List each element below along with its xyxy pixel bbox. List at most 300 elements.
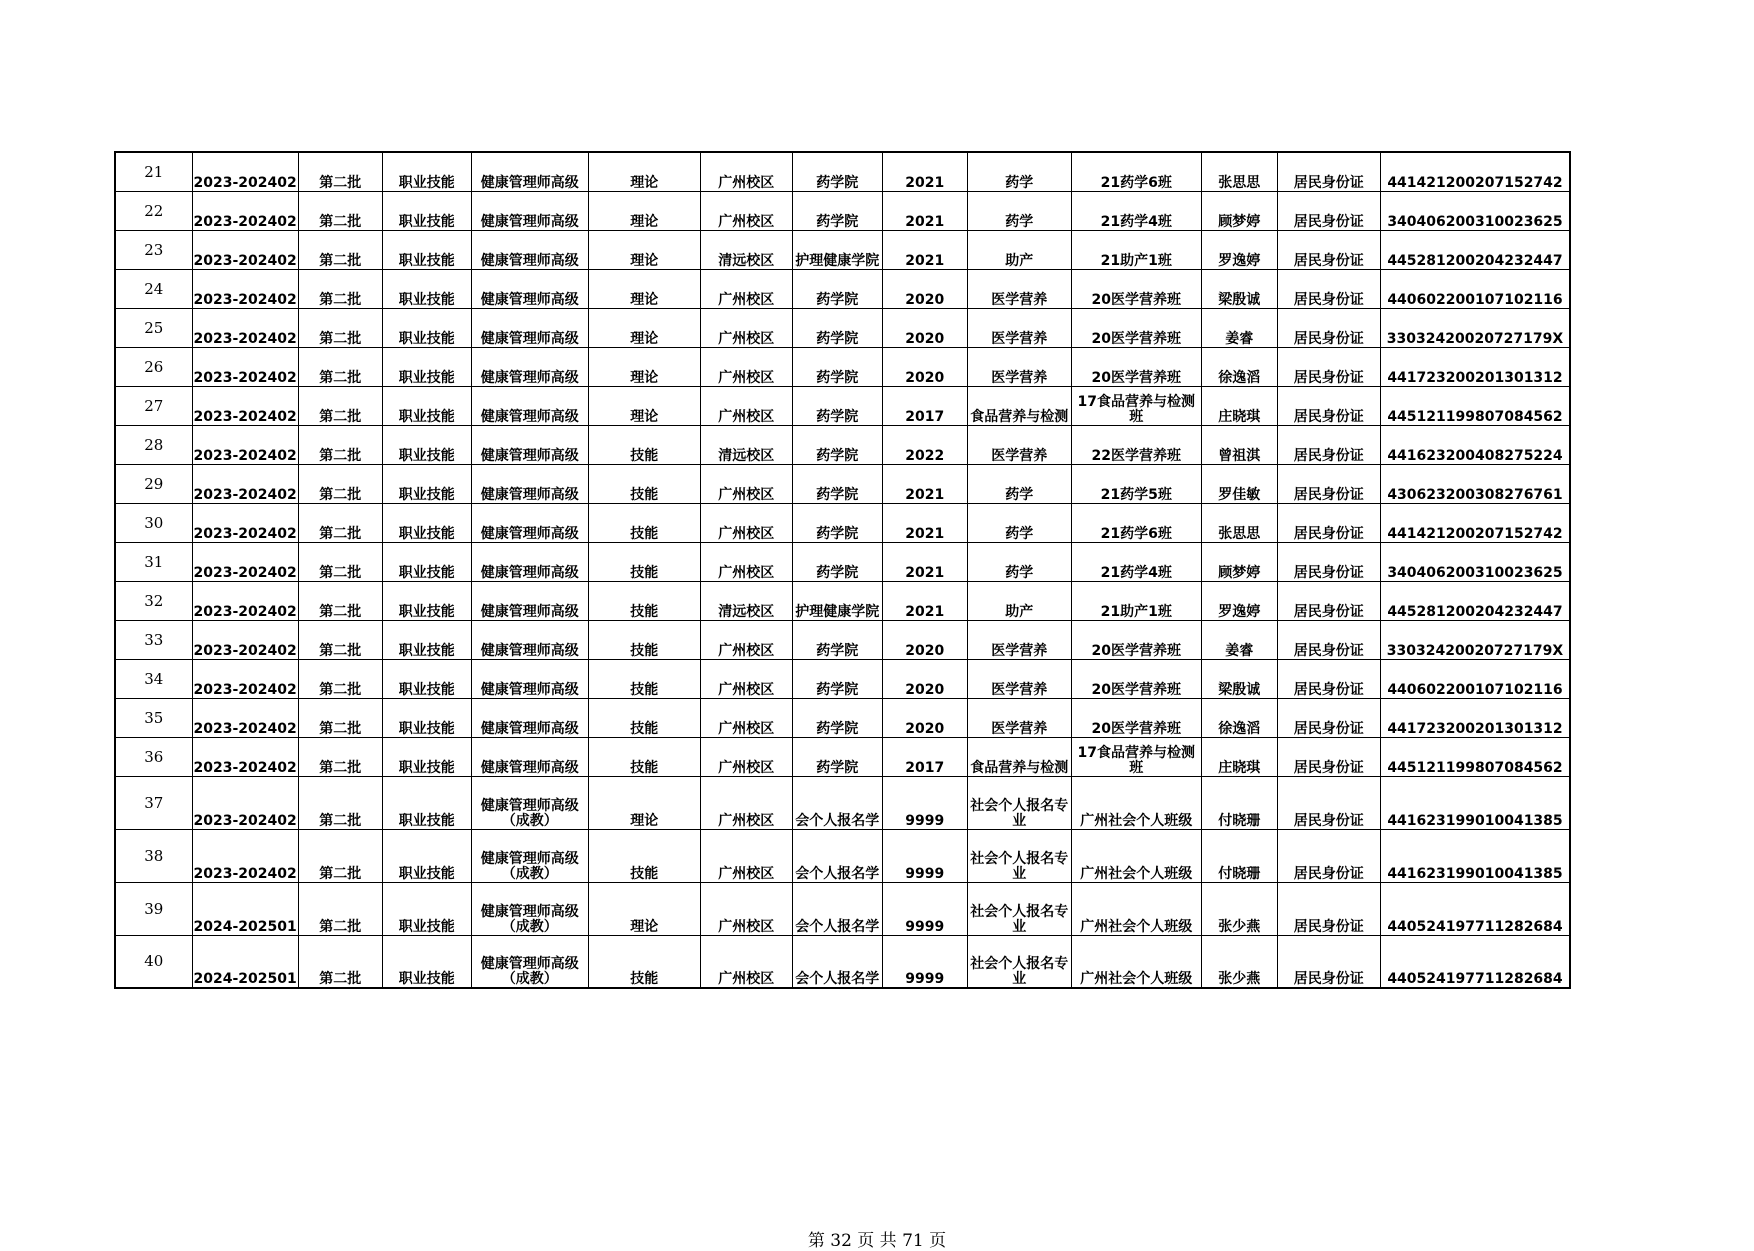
cell-college: 药学院 bbox=[792, 191, 882, 230]
cell-term: 2023-202402 bbox=[192, 191, 298, 230]
cell-row-number: 37 bbox=[115, 776, 192, 829]
cell-exam-name: 健康管理师高级 bbox=[471, 503, 588, 542]
cell-major: 医学营养 bbox=[967, 698, 1071, 737]
cell-exam-type: 职业技能 bbox=[382, 386, 471, 425]
cell-student-name: 曾祖淇 bbox=[1201, 425, 1277, 464]
cell-college: 药学院 bbox=[792, 542, 882, 581]
cell-exam-part: 技能 bbox=[588, 620, 700, 659]
cell-id-number: 33032420020727179X bbox=[1380, 620, 1570, 659]
cell-exam-part: 技能 bbox=[588, 698, 700, 737]
cell-id-type: 居民身份证 bbox=[1277, 659, 1380, 698]
cell-row-number: 35 bbox=[115, 698, 192, 737]
cell-class: 21药学6班 bbox=[1071, 152, 1201, 191]
cell-student-name: 梁殷诚 bbox=[1201, 269, 1277, 308]
cell-student-name: 姜睿 bbox=[1201, 308, 1277, 347]
cell-class: 广州社会个人班级 bbox=[1071, 935, 1201, 988]
cell-row-number: 26 bbox=[115, 347, 192, 386]
cell-exam-type: 职业技能 bbox=[382, 191, 471, 230]
table-row bbox=[115, 191, 1570, 230]
cell-term: 2023-202402 bbox=[192, 230, 298, 269]
cell-exam-part: 技能 bbox=[588, 659, 700, 698]
cell-student-name: 梁殷诚 bbox=[1201, 659, 1277, 698]
cell-class: 21药学4班 bbox=[1071, 542, 1201, 581]
cell-campus: 广州校区 bbox=[700, 269, 792, 308]
cell-row-number: 36 bbox=[115, 737, 192, 776]
cell-row-number: 38 bbox=[115, 829, 192, 882]
cell-student-name: 顾梦婷 bbox=[1201, 542, 1277, 581]
table-row bbox=[115, 464, 1570, 503]
cell-id-number: 445121199807084562 bbox=[1380, 737, 1570, 776]
cell-exam-type: 职业技能 bbox=[382, 152, 471, 191]
cell-id-number: 440524197711282684 bbox=[1380, 935, 1570, 988]
cell-id-type: 居民身份证 bbox=[1277, 620, 1380, 659]
cell-campus: 广州校区 bbox=[700, 347, 792, 386]
cell-term: 2023-202402 bbox=[192, 269, 298, 308]
cell-grade: 2021 bbox=[882, 152, 967, 191]
cell-row-number: 24 bbox=[115, 269, 192, 308]
cell-grade: 2020 bbox=[882, 308, 967, 347]
cell-class: 17食品营养与检测班 bbox=[1071, 737, 1201, 776]
table-row bbox=[115, 620, 1570, 659]
cell-exam-part: 技能 bbox=[588, 425, 700, 464]
cell-exam-part: 理论 bbox=[588, 347, 700, 386]
cell-student-name: 张思思 bbox=[1201, 503, 1277, 542]
cell-term: 2023-202402 bbox=[192, 542, 298, 581]
cell-term: 2023-202402 bbox=[192, 347, 298, 386]
cell-exam-type: 职业技能 bbox=[382, 464, 471, 503]
cell-grade: 2020 bbox=[882, 620, 967, 659]
cell-batch: 第二批 bbox=[298, 542, 382, 581]
cell-college: 药学院 bbox=[792, 659, 882, 698]
cell-college: 会个人报名学 bbox=[792, 882, 882, 935]
cell-row-number: 34 bbox=[115, 659, 192, 698]
cell-exam-type: 职业技能 bbox=[382, 659, 471, 698]
table-row bbox=[115, 935, 1570, 988]
cell-exam-name: 健康管理师高级 bbox=[471, 269, 588, 308]
cell-class: 广州社会个人班级 bbox=[1071, 776, 1201, 829]
cell-batch: 第二批 bbox=[298, 737, 382, 776]
cell-college: 药学院 bbox=[792, 620, 882, 659]
cell-id-number: 430623200308276761 bbox=[1380, 464, 1570, 503]
cell-campus: 广州校区 bbox=[700, 308, 792, 347]
cell-term: 2023-202402 bbox=[192, 620, 298, 659]
cell-exam-part: 技能 bbox=[588, 829, 700, 882]
cell-exam-type: 职业技能 bbox=[382, 698, 471, 737]
cell-exam-part: 技能 bbox=[588, 542, 700, 581]
cell-term: 2023-202402 bbox=[192, 581, 298, 620]
cell-college: 会个人报名学 bbox=[792, 935, 882, 988]
cell-id-number: 441421200207152742 bbox=[1380, 503, 1570, 542]
cell-id-number: 340406200310023625 bbox=[1380, 542, 1570, 581]
cell-grade: 2020 bbox=[882, 698, 967, 737]
cell-exam-type: 职业技能 bbox=[382, 935, 471, 988]
cell-exam-name: 健康管理师高级（成教） bbox=[471, 882, 588, 935]
cell-class: 20医学营养班 bbox=[1071, 698, 1201, 737]
cell-college: 药学院 bbox=[792, 698, 882, 737]
cell-batch: 第二批 bbox=[298, 659, 382, 698]
cell-exam-part: 理论 bbox=[588, 152, 700, 191]
cell-exam-part: 技能 bbox=[588, 737, 700, 776]
cell-batch: 第二批 bbox=[298, 308, 382, 347]
cell-exam-name: 健康管理师高级 bbox=[471, 659, 588, 698]
cell-grade: 9999 bbox=[882, 776, 967, 829]
cell-grade: 9999 bbox=[882, 882, 967, 935]
table-row bbox=[115, 581, 1570, 620]
cell-campus: 广州校区 bbox=[700, 620, 792, 659]
cell-id-type: 居民身份证 bbox=[1277, 308, 1380, 347]
cell-major: 社会个人报名专业 bbox=[967, 935, 1071, 988]
cell-class: 20医学营养班 bbox=[1071, 659, 1201, 698]
cell-id-type: 居民身份证 bbox=[1277, 347, 1380, 386]
cell-college: 药学院 bbox=[792, 269, 882, 308]
cell-exam-name: 健康管理师高级 bbox=[471, 425, 588, 464]
cell-exam-name: 健康管理师高级 bbox=[471, 464, 588, 503]
cell-exam-name: 健康管理师高级 bbox=[471, 230, 588, 269]
cell-row-number: 40 bbox=[115, 935, 192, 988]
cell-campus: 广州校区 bbox=[700, 737, 792, 776]
cell-id-number: 445281200204232447 bbox=[1380, 230, 1570, 269]
cell-id-type: 居民身份证 bbox=[1277, 542, 1380, 581]
cell-id-number: 340406200310023625 bbox=[1380, 191, 1570, 230]
cell-student-name: 顾梦婷 bbox=[1201, 191, 1277, 230]
cell-row-number: 28 bbox=[115, 425, 192, 464]
cell-row-number: 21 bbox=[115, 152, 192, 191]
cell-row-number: 22 bbox=[115, 191, 192, 230]
cell-term: 2023-202402 bbox=[192, 425, 298, 464]
cell-batch: 第二批 bbox=[298, 269, 382, 308]
cell-exam-name: 健康管理师高级 bbox=[471, 737, 588, 776]
cell-id-type: 居民身份证 bbox=[1277, 581, 1380, 620]
cell-student-name: 罗逸婷 bbox=[1201, 230, 1277, 269]
cell-id-number: 441723200201301312 bbox=[1380, 347, 1570, 386]
cell-exam-name: 健康管理师高级 bbox=[471, 698, 588, 737]
cell-major: 社会个人报名专业 bbox=[967, 829, 1071, 882]
cell-campus: 清远校区 bbox=[700, 581, 792, 620]
cell-term: 2023-202402 bbox=[192, 829, 298, 882]
cell-exam-part: 理论 bbox=[588, 776, 700, 829]
cell-id-number: 441623199010041385 bbox=[1380, 829, 1570, 882]
cell-college: 药学院 bbox=[792, 464, 882, 503]
cell-exam-name: 健康管理师高级（成教） bbox=[471, 776, 588, 829]
cell-college: 会个人报名学 bbox=[792, 829, 882, 882]
cell-grade: 2021 bbox=[882, 230, 967, 269]
cell-id-number: 441723200201301312 bbox=[1380, 698, 1570, 737]
cell-grade: 9999 bbox=[882, 935, 967, 988]
cell-major: 助产 bbox=[967, 230, 1071, 269]
cell-row-number: 31 bbox=[115, 542, 192, 581]
cell-exam-part: 理论 bbox=[588, 308, 700, 347]
table-row bbox=[115, 308, 1570, 347]
cell-term: 2023-202402 bbox=[192, 659, 298, 698]
cell-campus: 广州校区 bbox=[700, 659, 792, 698]
cell-exam-type: 职业技能 bbox=[382, 829, 471, 882]
table-row bbox=[115, 503, 1570, 542]
cell-major: 药学 bbox=[967, 542, 1071, 581]
cell-campus: 广州校区 bbox=[700, 829, 792, 882]
cell-id-type: 居民身份证 bbox=[1277, 503, 1380, 542]
cell-major: 药学 bbox=[967, 152, 1071, 191]
cell-exam-type: 职业技能 bbox=[382, 776, 471, 829]
cell-student-name: 徐逸滔 bbox=[1201, 698, 1277, 737]
cell-campus: 清远校区 bbox=[700, 230, 792, 269]
cell-id-type: 居民身份证 bbox=[1277, 269, 1380, 308]
cell-id-type: 居民身份证 bbox=[1277, 425, 1380, 464]
cell-exam-type: 职业技能 bbox=[382, 542, 471, 581]
table-row bbox=[115, 230, 1570, 269]
cell-exam-type: 职业技能 bbox=[382, 347, 471, 386]
cell-campus: 广州校区 bbox=[700, 935, 792, 988]
cell-class: 20医学营养班 bbox=[1071, 620, 1201, 659]
cell-exam-type: 职业技能 bbox=[382, 269, 471, 308]
cell-major: 社会个人报名专业 bbox=[967, 776, 1071, 829]
cell-campus: 广州校区 bbox=[700, 386, 792, 425]
cell-exam-type: 职业技能 bbox=[382, 425, 471, 464]
cell-batch: 第二批 bbox=[298, 620, 382, 659]
cell-exam-name: 健康管理师高级 bbox=[471, 308, 588, 347]
cell-college: 护理健康学院 bbox=[792, 230, 882, 269]
cell-id-type: 居民身份证 bbox=[1277, 464, 1380, 503]
cell-grade: 2020 bbox=[882, 659, 967, 698]
table-row bbox=[115, 829, 1570, 882]
cell-major: 社会个人报名专业 bbox=[967, 882, 1071, 935]
table-row bbox=[115, 659, 1570, 698]
cell-exam-type: 职业技能 bbox=[382, 882, 471, 935]
cell-batch: 第二批 bbox=[298, 230, 382, 269]
table-row bbox=[115, 542, 1570, 581]
cell-student-name: 张少燕 bbox=[1201, 935, 1277, 988]
cell-grade: 9999 bbox=[882, 829, 967, 882]
cell-batch: 第二批 bbox=[298, 152, 382, 191]
cell-row-number: 32 bbox=[115, 581, 192, 620]
cell-student-name: 张思思 bbox=[1201, 152, 1277, 191]
cell-batch: 第二批 bbox=[298, 347, 382, 386]
cell-batch: 第二批 bbox=[298, 425, 382, 464]
cell-term: 2023-202402 bbox=[192, 152, 298, 191]
cell-row-number: 27 bbox=[115, 386, 192, 425]
cell-grade: 2017 bbox=[882, 386, 967, 425]
cell-class: 20医学营养班 bbox=[1071, 269, 1201, 308]
cell-major: 医学营养 bbox=[967, 347, 1071, 386]
cell-major: 食品营养与检测 bbox=[967, 386, 1071, 425]
cell-term: 2023-202402 bbox=[192, 308, 298, 347]
cell-campus: 广州校区 bbox=[700, 152, 792, 191]
cell-exam-name: 健康管理师高级 bbox=[471, 386, 588, 425]
cell-batch: 第二批 bbox=[298, 503, 382, 542]
cell-major: 医学营养 bbox=[967, 620, 1071, 659]
cell-exam-name: 健康管理师高级 bbox=[471, 152, 588, 191]
cell-class: 广州社会个人班级 bbox=[1071, 882, 1201, 935]
cell-campus: 广州校区 bbox=[700, 542, 792, 581]
cell-batch: 第二批 bbox=[298, 386, 382, 425]
cell-major: 医学营养 bbox=[967, 659, 1071, 698]
cell-campus: 广州校区 bbox=[700, 776, 792, 829]
cell-major: 药学 bbox=[967, 464, 1071, 503]
cell-grade: 2021 bbox=[882, 191, 967, 230]
cell-college: 药学院 bbox=[792, 386, 882, 425]
cell-class: 21助产1班 bbox=[1071, 581, 1201, 620]
cell-row-number: 33 bbox=[115, 620, 192, 659]
cell-batch: 第二批 bbox=[298, 882, 382, 935]
table-row bbox=[115, 698, 1570, 737]
cell-id-number: 33032420020727179X bbox=[1380, 308, 1570, 347]
table-row bbox=[115, 152, 1570, 191]
cell-term: 2024-202501 bbox=[192, 935, 298, 988]
cell-class: 21药学6班 bbox=[1071, 503, 1201, 542]
cell-student-name: 姜睿 bbox=[1201, 620, 1277, 659]
cell-term: 2024-202501 bbox=[192, 882, 298, 935]
cell-major: 助产 bbox=[967, 581, 1071, 620]
cell-student-name: 罗佳敏 bbox=[1201, 464, 1277, 503]
cell-campus: 广州校区 bbox=[700, 698, 792, 737]
cell-batch: 第二批 bbox=[298, 464, 382, 503]
cell-student-name: 徐逸滔 bbox=[1201, 347, 1277, 386]
cell-campus: 清远校区 bbox=[700, 425, 792, 464]
cell-term: 2023-202402 bbox=[192, 698, 298, 737]
cell-grade: 2022 bbox=[882, 425, 967, 464]
cell-id-type: 居民身份证 bbox=[1277, 776, 1380, 829]
cell-college: 会个人报名学 bbox=[792, 776, 882, 829]
cell-college: 药学院 bbox=[792, 425, 882, 464]
table-row bbox=[115, 347, 1570, 386]
cell-id-number: 445281200204232447 bbox=[1380, 581, 1570, 620]
cell-college: 药学院 bbox=[792, 737, 882, 776]
cell-batch: 第二批 bbox=[298, 698, 382, 737]
cell-exam-type: 职业技能 bbox=[382, 503, 471, 542]
cell-batch: 第二批 bbox=[298, 829, 382, 882]
cell-student-name: 张少燕 bbox=[1201, 882, 1277, 935]
cell-class: 21药学4班 bbox=[1071, 191, 1201, 230]
cell-grade: 2021 bbox=[882, 503, 967, 542]
table-row bbox=[115, 425, 1570, 464]
cell-term: 2023-202402 bbox=[192, 503, 298, 542]
cell-id-number: 445121199807084562 bbox=[1380, 386, 1570, 425]
cell-exam-name: 健康管理师高级 bbox=[471, 581, 588, 620]
cell-exam-part: 技能 bbox=[588, 464, 700, 503]
table-row bbox=[115, 882, 1570, 935]
cell-batch: 第二批 bbox=[298, 935, 382, 988]
cell-major: 医学营养 bbox=[967, 425, 1071, 464]
cell-exam-part: 理论 bbox=[588, 230, 700, 269]
cell-student-name: 罗逸婷 bbox=[1201, 581, 1277, 620]
cell-exam-part: 理论 bbox=[588, 191, 700, 230]
cell-class: 20医学营养班 bbox=[1071, 308, 1201, 347]
cell-exam-name: 健康管理师高级 bbox=[471, 620, 588, 659]
cell-exam-part: 理论 bbox=[588, 882, 700, 935]
cell-student-name: 庄晓琪 bbox=[1201, 386, 1277, 425]
cell-class: 20医学营养班 bbox=[1071, 347, 1201, 386]
cell-exam-type: 职业技能 bbox=[382, 737, 471, 776]
cell-term: 2023-202402 bbox=[192, 386, 298, 425]
cell-campus: 广州校区 bbox=[700, 191, 792, 230]
cell-exam-name: 健康管理师高级（成教） bbox=[471, 829, 588, 882]
cell-exam-part: 理论 bbox=[588, 386, 700, 425]
cell-exam-type: 职业技能 bbox=[382, 230, 471, 269]
cell-exam-part: 理论 bbox=[588, 269, 700, 308]
cell-exam-type: 职业技能 bbox=[382, 308, 471, 347]
cell-grade: 2020 bbox=[882, 269, 967, 308]
cell-exam-part: 技能 bbox=[588, 581, 700, 620]
cell-campus: 广州校区 bbox=[700, 503, 792, 542]
cell-class: 广州社会个人班级 bbox=[1071, 829, 1201, 882]
cell-id-number: 441623200408275224 bbox=[1380, 425, 1570, 464]
cell-campus: 广州校区 bbox=[700, 464, 792, 503]
cell-class: 21药学5班 bbox=[1071, 464, 1201, 503]
cell-id-number: 440602200107102116 bbox=[1380, 269, 1570, 308]
cell-class: 21助产1班 bbox=[1071, 230, 1201, 269]
cell-exam-name: 健康管理师高级 bbox=[471, 542, 588, 581]
cell-major: 药学 bbox=[967, 191, 1071, 230]
cell-id-number: 441623199010041385 bbox=[1380, 776, 1570, 829]
cell-id-number: 440524197711282684 bbox=[1380, 882, 1570, 935]
cell-batch: 第二批 bbox=[298, 581, 382, 620]
cell-student-name: 付晓珊 bbox=[1201, 776, 1277, 829]
cell-term: 2023-202402 bbox=[192, 776, 298, 829]
cell-student-name: 庄晓琪 bbox=[1201, 737, 1277, 776]
cell-id-type: 居民身份证 bbox=[1277, 935, 1380, 988]
cell-row-number: 30 bbox=[115, 503, 192, 542]
cell-term: 2023-202402 bbox=[192, 464, 298, 503]
roster-table-body bbox=[115, 152, 1570, 988]
cell-major: 药学 bbox=[967, 503, 1071, 542]
cell-id-type: 居民身份证 bbox=[1277, 698, 1380, 737]
cell-grade: 2017 bbox=[882, 737, 967, 776]
cell-id-type: 居民身份证 bbox=[1277, 829, 1380, 882]
cell-id-number: 440602200107102116 bbox=[1380, 659, 1570, 698]
cell-college: 药学院 bbox=[792, 347, 882, 386]
cell-batch: 第二批 bbox=[298, 776, 382, 829]
cell-college: 药学院 bbox=[792, 152, 882, 191]
cell-grade: 2020 bbox=[882, 347, 967, 386]
cell-grade: 2021 bbox=[882, 581, 967, 620]
cell-grade: 2021 bbox=[882, 464, 967, 503]
table-row bbox=[115, 386, 1570, 425]
cell-row-number: 23 bbox=[115, 230, 192, 269]
cell-row-number: 29 bbox=[115, 464, 192, 503]
cell-college: 药学院 bbox=[792, 503, 882, 542]
roster-table bbox=[114, 151, 1571, 989]
cell-exam-type: 职业技能 bbox=[382, 620, 471, 659]
cell-major: 医学营养 bbox=[967, 269, 1071, 308]
cell-id-type: 居民身份证 bbox=[1277, 386, 1380, 425]
cell-exam-part: 技能 bbox=[588, 935, 700, 988]
cell-batch: 第二批 bbox=[298, 191, 382, 230]
cell-id-type: 居民身份证 bbox=[1277, 230, 1380, 269]
cell-exam-name: 健康管理师高级 bbox=[471, 191, 588, 230]
table-row bbox=[115, 737, 1570, 776]
table-row bbox=[115, 776, 1570, 829]
cell-college: 护理健康学院 bbox=[792, 581, 882, 620]
cell-student-name: 付晓珊 bbox=[1201, 829, 1277, 882]
cell-exam-name: 健康管理师高级 bbox=[471, 347, 588, 386]
cell-id-number: 441421200207152742 bbox=[1380, 152, 1570, 191]
cell-major: 食品营养与检测 bbox=[967, 737, 1071, 776]
cell-term: 2023-202402 bbox=[192, 737, 298, 776]
cell-major: 医学营养 bbox=[967, 308, 1071, 347]
page-footer: 第 32 页 共 71 页 bbox=[807, 1231, 947, 1251]
cell-row-number: 25 bbox=[115, 308, 192, 347]
cell-id-type: 居民身份证 bbox=[1277, 152, 1380, 191]
cell-id-type: 居民身份证 bbox=[1277, 882, 1380, 935]
cell-campus: 广州校区 bbox=[700, 882, 792, 935]
cell-exam-name: 健康管理师高级（成教） bbox=[471, 935, 588, 988]
cell-id-type: 居民身份证 bbox=[1277, 191, 1380, 230]
cell-class: 22医学营养班 bbox=[1071, 425, 1201, 464]
cell-college: 药学院 bbox=[792, 308, 882, 347]
cell-row-number: 39 bbox=[115, 882, 192, 935]
cell-grade: 2021 bbox=[882, 542, 967, 581]
cell-id-type: 居民身份证 bbox=[1277, 737, 1380, 776]
table-row bbox=[115, 269, 1570, 308]
